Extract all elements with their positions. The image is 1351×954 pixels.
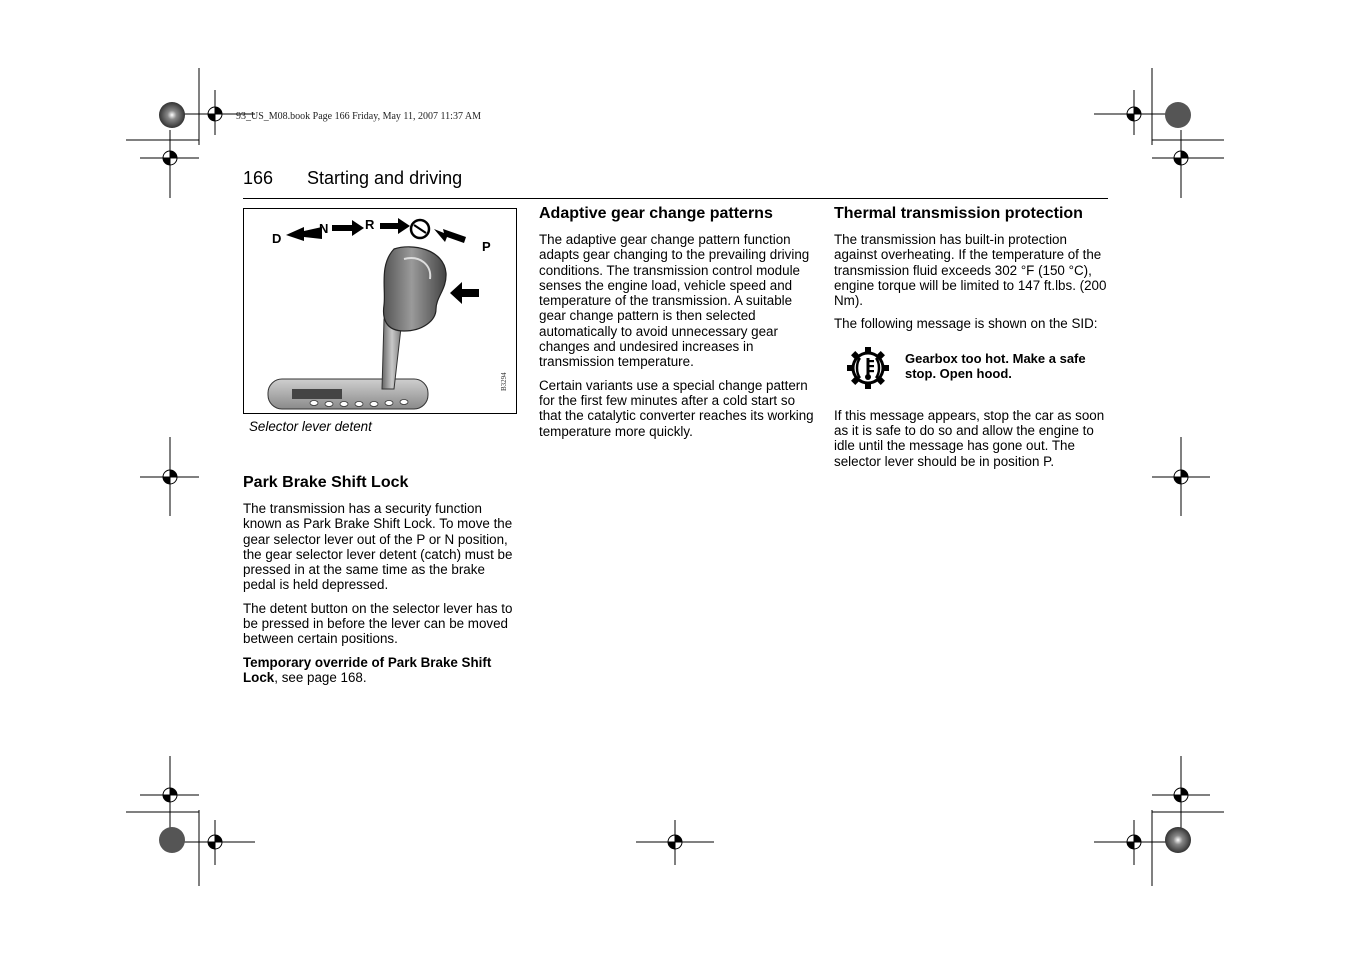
chapter-title: Starting and driving — [307, 168, 463, 188]
override-reference — [243, 655, 519, 686]
gearbox-temperature-icon — [846, 346, 890, 390]
park-brake-paragraph-1: The transmission has a security function known as Park Brake Shift Lock. To move the gear selector lever out of the P or N position, the gear selector lever detent (catch) must be pressed in at the same time as the brake pedal is held depressed. — [243, 501, 513, 593]
park-brake-section — [243, 473, 519, 693]
thermal-heading: Thermal transmission protection — [834, 205, 1083, 222]
position-label-d: D — [272, 231, 282, 246]
thermal-paragraph-2: The following message is shown on the SID: — [834, 316, 1098, 332]
override-reference-bold: Temporary override of Park Brake Shift Lock — [243, 654, 492, 685]
sid-message-box — [834, 346, 1110, 398]
selector-lever-illustration — [244, 209, 516, 413]
adaptive-paragraph-2: Certain variants use a special change pattern for the first few minutes after a cold start so that the catalytic converter reaches its working temperature more quickly. — [539, 377, 814, 439]
adaptive-heading: Adaptive gear change patterns — [539, 205, 773, 222]
thermal-paragraph-3: If this message appears, stop the car as soon as it is safe to do so and allow the engine to idle until the message has gone out. The selector lever should be in position P. — [834, 407, 1105, 469]
thermal-paragraph-1: The transmission has built-in protection against overheating. If the temperature of the transmission fluid exceeds 302 °F (150 °C), engine torque will be limited to 147 ft.lbs. (200 Nm). — [834, 232, 1107, 309]
figure-code: B3294 — [500, 372, 508, 391]
override-reference-page: , see page 168. — [274, 669, 367, 685]
park-brake-paragraph-2: The detent button on the selector lever has to be pressed in before the lever can be moved between certain positions. — [243, 600, 513, 647]
park-brake-heading: Park Brake Shift Lock — [243, 474, 409, 491]
selector-lever-figure — [243, 208, 517, 414]
adaptive-section — [539, 204, 815, 447]
position-label-n: N — [319, 221, 329, 236]
sid-warning-text: Gearbox too hot. Make a safe stop. Open hood. — [905, 350, 1086, 382]
book-file-info: 93_US_M08.book Page 166 Friday, May 11, 2007 11:37 AM — [236, 111, 481, 122]
position-label-r: R — [365, 217, 375, 232]
page-number: 166 — [243, 168, 274, 188]
adaptive-paragraph-1: The adaptive gear change pattern function adapts gear changing to the prevailing driving conditions. The transmission control module senses the engine load, vehicle speed and temperature of the transmission. A suitable gear change pattern is then selected automatically to avoid unnecessary gear changes and undesired increases in transmission temperature. — [539, 232, 810, 370]
thermal-section — [834, 204, 1110, 477]
figure-caption: Selector lever detent — [249, 419, 372, 434]
page-header — [243, 168, 1108, 199]
position-label-p: P — [482, 239, 491, 254]
